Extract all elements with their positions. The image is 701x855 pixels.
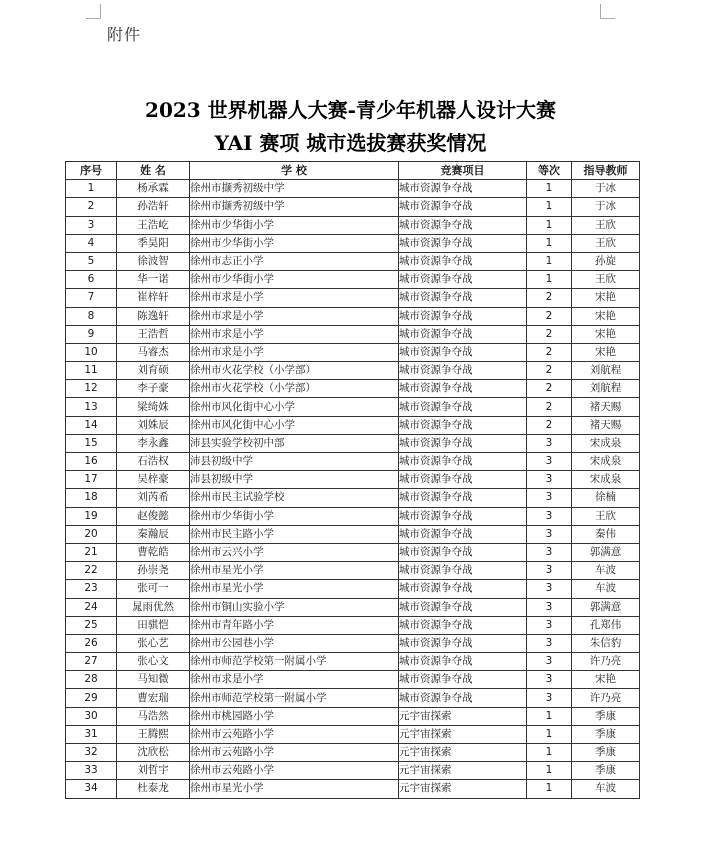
cell-name: 刘姝辰 [117, 416, 190, 434]
table-row [66, 325, 640, 343]
cell-rank: 1 [527, 725, 572, 743]
cell-school: 徐州市少华街小学 [190, 216, 399, 234]
table-row [66, 471, 640, 489]
document-title: 2023 世界机器人大赛-青少年机器人设计大赛 [145, 98, 556, 122]
table-row [66, 416, 640, 434]
table-row [66, 689, 640, 707]
cell-rank: 1 [527, 234, 572, 252]
cell-name: 孙浩轩 [117, 198, 190, 216]
cell-index: 23 [66, 580, 117, 598]
cell-rank: 3 [527, 689, 572, 707]
cell-rank: 3 [527, 562, 572, 580]
attachment-label: 附件 [107, 25, 142, 44]
cell-school: 徐州市求是小学 [190, 671, 399, 689]
cell-event: 城市资源争夺战 [399, 453, 527, 471]
cell-event: 城市资源争夺战 [399, 598, 527, 616]
cell-index: 20 [66, 525, 117, 543]
cell-event: 元宇宙探索 [399, 762, 527, 780]
table-row [66, 271, 640, 289]
cell-teacher: 刘航程 [572, 362, 640, 380]
cell-name: 王腾熙 [117, 725, 190, 743]
cell-name: 刘芮希 [117, 489, 190, 507]
cell-event: 元宇宙探索 [399, 780, 527, 798]
cell-rank: 1 [527, 707, 572, 725]
cell-school: 沛县初级中学 [190, 453, 399, 471]
cell-index: 21 [66, 543, 117, 561]
cell-index: 14 [66, 416, 117, 434]
cell-rank: 3 [527, 653, 572, 671]
cell-name: 赵俊懿 [117, 507, 190, 525]
cell-school: 徐州市撷秀初级中学 [190, 180, 399, 198]
cell-teacher: 宋艳 [572, 289, 640, 307]
cell-rank: 1 [527, 216, 572, 234]
table-row [66, 380, 640, 398]
cell-name: 马睿杰 [117, 343, 190, 361]
cell-index: 2 [66, 198, 117, 216]
cell-event: 元宇宙探索 [399, 744, 527, 762]
cell-rank: 1 [527, 180, 572, 198]
cell-school: 徐州市求是小学 [190, 289, 399, 307]
cell-school: 徐州市风化街中心小学 [190, 416, 399, 434]
cell-school: 徐州市云兴小学 [190, 543, 399, 561]
cell-teacher: 王欣 [572, 507, 640, 525]
cell-school: 徐州市火花学校（小学部） [190, 362, 399, 380]
cell-school: 徐州市风化街中心小学 [190, 398, 399, 416]
cell-teacher: 褚天赐 [572, 398, 640, 416]
cell-teacher: 秦伟 [572, 525, 640, 543]
cell-teacher: 孔郑伟 [572, 616, 640, 634]
table-row [66, 398, 640, 416]
cell-teacher: 许乃亮 [572, 653, 640, 671]
crop-mark-top-left [86, 4, 101, 19]
cell-rank: 3 [527, 471, 572, 489]
header-index: 序号 [66, 162, 117, 180]
cell-rank: 3 [527, 543, 572, 561]
cell-index: 9 [66, 325, 117, 343]
cell-event: 城市资源争夺战 [399, 525, 527, 543]
cell-name: 张心文 [117, 653, 190, 671]
cell-school: 徐州市少华街小学 [190, 271, 399, 289]
cell-rank: 3 [527, 489, 572, 507]
cell-event: 城市资源争夺战 [399, 325, 527, 343]
cell-event: 城市资源争夺战 [399, 343, 527, 361]
cell-event: 城市资源争夺战 [399, 416, 527, 434]
cell-teacher: 车波 [572, 580, 640, 598]
table-row [66, 653, 640, 671]
cell-index: 32 [66, 744, 117, 762]
table-row [66, 343, 640, 361]
cell-teacher: 宋艳 [572, 343, 640, 361]
cell-name: 华一诺 [117, 271, 190, 289]
cell-name: 曹乾皓 [117, 543, 190, 561]
cell-school: 徐州市撷秀初级中学 [190, 198, 399, 216]
cell-rank: 3 [527, 616, 572, 634]
cell-teacher: 于冰 [572, 180, 640, 198]
cell-index: 7 [66, 289, 117, 307]
cell-teacher: 宋成泉 [572, 471, 640, 489]
cell-teacher: 季康 [572, 744, 640, 762]
cell-school: 徐州市青年路小学 [190, 616, 399, 634]
table-row [66, 762, 640, 780]
cell-name: 杨承霖 [117, 180, 190, 198]
cell-school: 徐州市少华街小学 [190, 234, 399, 252]
cell-name: 王浩哲 [117, 325, 190, 343]
cell-event: 城市资源争夺战 [399, 653, 527, 671]
cell-rank: 2 [527, 416, 572, 434]
cell-name: 梁绮姝 [117, 398, 190, 416]
cell-index: 15 [66, 434, 117, 452]
cell-name: 秦瀚辰 [117, 525, 190, 543]
cell-school: 徐州市师范学校第一附属小学 [190, 689, 399, 707]
cell-rank: 2 [527, 398, 572, 416]
table-row [66, 598, 640, 616]
cell-teacher: 许乃亮 [572, 689, 640, 707]
cell-event: 城市资源争夺战 [399, 689, 527, 707]
cell-name: 张可一 [117, 580, 190, 598]
cell-school: 徐州市星光小学 [190, 562, 399, 580]
cell-teacher: 刘航程 [572, 380, 640, 398]
cell-name: 孙崇尧 [117, 562, 190, 580]
table-row [66, 744, 640, 762]
cell-rank: 2 [527, 380, 572, 398]
cell-rank: 2 [527, 325, 572, 343]
cell-index: 1 [66, 180, 117, 198]
cell-name: 曹宏瑞 [117, 689, 190, 707]
cell-index: 16 [66, 453, 117, 471]
cell-event: 城市资源争夺战 [399, 271, 527, 289]
cell-event: 城市资源争夺战 [399, 180, 527, 198]
cell-name: 王浩屹 [117, 216, 190, 234]
cell-name: 李子豪 [117, 380, 190, 398]
cell-event: 城市资源争夺战 [399, 434, 527, 452]
cell-teacher: 季康 [572, 762, 640, 780]
cell-teacher: 徐楠 [572, 489, 640, 507]
cell-name: 马知微 [117, 671, 190, 689]
cell-name: 刘育硕 [117, 362, 190, 380]
cell-rank: 2 [527, 343, 572, 361]
cell-teacher: 朱信豹 [572, 634, 640, 652]
cell-school: 徐州市星光小学 [190, 780, 399, 798]
header-rank: 等次 [527, 162, 572, 180]
table-row [66, 252, 640, 270]
cell-school: 徐州市师范学校第一附属小学 [190, 653, 399, 671]
table-row [66, 362, 640, 380]
cell-rank: 2 [527, 289, 572, 307]
cell-rank: 3 [527, 453, 572, 471]
cell-index: 5 [66, 252, 117, 270]
cell-school: 徐州市公园巷小学 [190, 634, 399, 652]
cell-event: 城市资源争夺战 [399, 580, 527, 598]
cell-school: 徐州市云苑路小学 [190, 744, 399, 762]
cell-school: 徐州市少华街小学 [190, 507, 399, 525]
cell-index: 12 [66, 380, 117, 398]
cell-teacher: 郭满意 [572, 543, 640, 561]
table-row [66, 543, 640, 561]
cell-index: 4 [66, 234, 117, 252]
cell-teacher: 郭满意 [572, 598, 640, 616]
cell-rank: 1 [527, 252, 572, 270]
cell-teacher: 王欣 [572, 216, 640, 234]
cell-name: 徐波智 [117, 252, 190, 270]
cell-school: 徐州市求是小学 [190, 325, 399, 343]
cell-index: 33 [66, 762, 117, 780]
cell-event: 城市资源争夺战 [399, 471, 527, 489]
cell-index: 18 [66, 489, 117, 507]
table-row [66, 234, 640, 252]
header-school: 学 校 [190, 162, 399, 180]
crop-mark-top-right [600, 4, 615, 19]
cell-teacher: 褚天赐 [572, 416, 640, 434]
cell-school: 徐州市铜山实验小学 [190, 598, 399, 616]
cell-name: 马浩然 [117, 707, 190, 725]
cell-school: 徐州市桃园路小学 [190, 707, 399, 725]
header-name: 姓 名 [117, 162, 190, 180]
cell-index: 34 [66, 780, 117, 798]
table-row [66, 507, 640, 525]
cell-event: 城市资源争夺战 [399, 234, 527, 252]
cell-index: 8 [66, 307, 117, 325]
cell-name: 崔梓轩 [117, 289, 190, 307]
table-row [66, 707, 640, 725]
cell-teacher: 王欣 [572, 234, 640, 252]
cell-event: 城市资源争夺战 [399, 398, 527, 416]
cell-name: 李永鑫 [117, 434, 190, 452]
cell-school: 沛县初级中学 [190, 471, 399, 489]
cell-teacher: 季康 [572, 707, 640, 725]
cell-index: 19 [66, 507, 117, 525]
table-header-row [66, 162, 640, 180]
cell-teacher: 季康 [572, 725, 640, 743]
cell-index: 31 [66, 725, 117, 743]
table-row [66, 307, 640, 325]
cell-event: 城市资源争夺战 [399, 380, 527, 398]
cell-event: 城市资源争夺战 [399, 362, 527, 380]
cell-school: 徐州市民主路小学 [190, 525, 399, 543]
cell-teacher: 宋艳 [572, 307, 640, 325]
cell-event: 城市资源争夺战 [399, 562, 527, 580]
document-subtitle: YAI 赛项 城市选拔赛获奖情况 [214, 131, 487, 155]
cell-rank: 3 [527, 598, 572, 616]
cell-name: 季昊阳 [117, 234, 190, 252]
cell-school: 沛县实验学校初中部 [190, 434, 399, 452]
cell-school: 徐州市云苑路小学 [190, 762, 399, 780]
header-teacher: 指导教师 [572, 162, 640, 180]
table-row [66, 198, 640, 216]
cell-index: 10 [66, 343, 117, 361]
table-row [66, 289, 640, 307]
cell-index: 3 [66, 216, 117, 234]
cell-school: 徐州市火花学校（小学部） [190, 380, 399, 398]
cell-event: 城市资源争夺战 [399, 507, 527, 525]
cell-rank: 3 [527, 507, 572, 525]
cell-name: 石浩权 [117, 453, 190, 471]
cell-event: 城市资源争夺战 [399, 543, 527, 561]
cell-event: 城市资源争夺战 [399, 671, 527, 689]
table-row [66, 580, 640, 598]
cell-school: 徐州市民主试验学校 [190, 489, 399, 507]
cell-event: 元宇宙探索 [399, 707, 527, 725]
cell-event: 城市资源争夺战 [399, 489, 527, 507]
cell-index: 29 [66, 689, 117, 707]
cell-name: 刘哲宇 [117, 762, 190, 780]
cell-index: 11 [66, 362, 117, 380]
table-row [66, 453, 640, 471]
cell-teacher: 车波 [572, 780, 640, 798]
cell-teacher: 宋成泉 [572, 453, 640, 471]
cell-school: 徐州市星光小学 [190, 580, 399, 598]
table-row [66, 634, 640, 652]
table-row [66, 725, 640, 743]
cell-event: 城市资源争夺战 [399, 634, 527, 652]
cell-event: 城市资源争夺战 [399, 616, 527, 634]
cell-rank: 3 [527, 525, 572, 543]
cell-event: 城市资源争夺战 [399, 198, 527, 216]
cell-teacher: 孙旋 [572, 252, 640, 270]
table-row [66, 562, 640, 580]
table-row [66, 780, 640, 798]
cell-event: 城市资源争夺战 [399, 307, 527, 325]
table-row [66, 489, 640, 507]
cell-event: 元宇宙探索 [399, 725, 527, 743]
cell-rank: 1 [527, 271, 572, 289]
cell-name: 沈欣松 [117, 744, 190, 762]
cell-school: 徐州市求是小学 [190, 343, 399, 361]
cell-index: 30 [66, 707, 117, 725]
cell-name: 晁雨优然 [117, 598, 190, 616]
table-row [66, 671, 640, 689]
cell-event: 城市资源争夺战 [399, 252, 527, 270]
cell-rank: 3 [527, 671, 572, 689]
cell-rank: 1 [527, 198, 572, 216]
cell-teacher: 宋艳 [572, 325, 640, 343]
table-row [66, 180, 640, 198]
cell-teacher: 宋艳 [572, 671, 640, 689]
cell-index: 28 [66, 671, 117, 689]
cell-school: 徐州市云苑路小学 [190, 725, 399, 743]
cell-event: 城市资源争夺战 [399, 289, 527, 307]
cell-index: 17 [66, 471, 117, 489]
cell-name: 吴梓豪 [117, 471, 190, 489]
cell-event: 城市资源争夺战 [399, 216, 527, 234]
cell-teacher: 王欣 [572, 271, 640, 289]
cell-index: 25 [66, 616, 117, 634]
cell-rank: 3 [527, 634, 572, 652]
table-row [66, 616, 640, 634]
cell-index: 22 [66, 562, 117, 580]
cell-name: 田骐恺 [117, 616, 190, 634]
table-row [66, 434, 640, 452]
cell-rank: 2 [527, 362, 572, 380]
cell-teacher: 车波 [572, 562, 640, 580]
table-row [66, 525, 640, 543]
cell-index: 27 [66, 653, 117, 671]
cell-rank: 3 [527, 434, 572, 452]
cell-school: 徐州市求是小学 [190, 307, 399, 325]
cell-index: 6 [66, 271, 117, 289]
cell-index: 13 [66, 398, 117, 416]
awards-table [65, 161, 640, 799]
cell-name: 陈逸轩 [117, 307, 190, 325]
cell-name: 杜泰龙 [117, 780, 190, 798]
cell-teacher: 于冰 [572, 198, 640, 216]
cell-rank: 3 [527, 580, 572, 598]
cell-rank: 2 [527, 307, 572, 325]
cell-rank: 1 [527, 744, 572, 762]
cell-index: 26 [66, 634, 117, 652]
cell-index: 24 [66, 598, 117, 616]
table-row [66, 216, 640, 234]
cell-school: 徐州市志正小学 [190, 252, 399, 270]
cell-rank: 1 [527, 762, 572, 780]
header-event: 竞赛项目 [399, 162, 527, 180]
cell-rank: 1 [527, 780, 572, 798]
cell-name: 张心艺 [117, 634, 190, 652]
cell-teacher: 宋成泉 [572, 434, 640, 452]
